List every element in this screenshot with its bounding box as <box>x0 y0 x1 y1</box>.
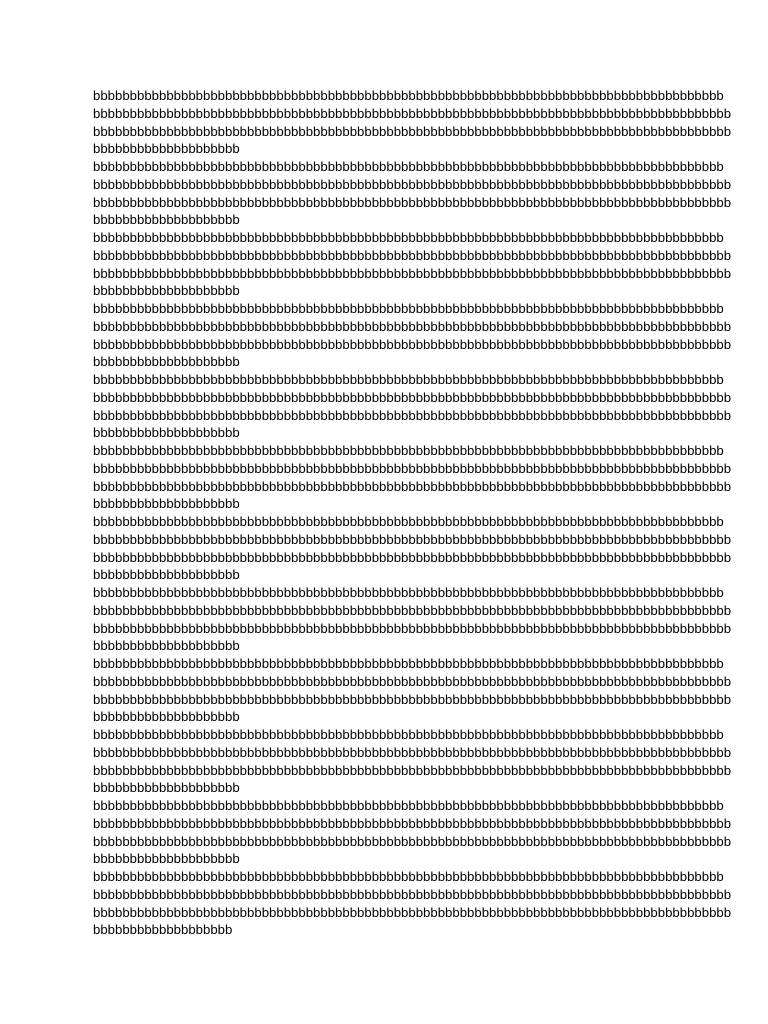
text-line: bbbbbbbbbbbbbbbbbbbbbbbbbbbbbbbbbbbbbbbbbbbbbbbbbbbbbbbbbbbbbbbbbbbbbbbbbbbbbbbbbbbbbbb <box>93 904 732 920</box>
text-line: bbbbbbbbbbbbbbbbbbbbbbbbbbbbbbbbbbbbbbbbbbbbbbbbbbbbbbbbbbbbbbbbbbbbbbbbbbbbbbbbbbbbbbb <box>93 549 732 565</box>
text-line: bbbbbbbbbbbbbbbbbbbbbbbbbbbbbbbbbbbbbbbbbbbbbbbbbbbbbbbbbbbbbbbbbbbbbbbbbbbbbbbbbbbbbbb <box>93 673 732 689</box>
text-line: bbbbbbbbbbbbbbbbbbbbbbbbbbbbbbbbbbbbbbbbbbbbbbbbbbbbbbbbbbbbbbbbbbbbbbbbbbbbbbbbbbbbbbb <box>93 265 732 281</box>
text-line: bbbbbbbbbbbbbbbbbbbb <box>93 496 240 512</box>
text-line: bbbbbbbbbbbbbbbbbbbb <box>93 851 240 867</box>
text-line: bbbbbbbbbbbbbbbbbbbbbbbbbbbbbbbbbbbbbbbbbbbbbbbbbbbbbbbbbbbbbbbbbbbbbbbbbbbbbbbbbbbbbbb <box>93 691 732 707</box>
document-page <box>93 87 732 939</box>
text-line: bbbbbbbbbbbbbbbbbbbbbbbbbbbbbbbbbbbbbbbbbbbbbbbbbbbbbbbbbbbbbbbbbbbbbbbbbbbbbbbbbbbbbbb <box>93 407 732 423</box>
text-line: bbbbbbbbbbbbbbbbbbbbbbbbbbbbbbbbbbbbbbbbbbbbbbbbbbbbbbbbbbbbbbbbbbbbbbbbbbbbbbbbbbbbbbb <box>93 815 732 831</box>
paragraph <box>93 513 732 584</box>
text-line: bbbbbbbbbbbbbbbbbbbbbbbbbbbbbbbbbbbbbbbbbbbbbbbbbbbbbbbbbbbbbbbbbbbbbbbbbbbbbbbbbbbbbb <box>93 727 724 742</box>
document-body <box>93 87 732 939</box>
text-line: bbbbbbbbbbbbbbbbbbbbbbbbbbbbbbbbbbbbbbbbbbbbbbbbbbbbbbbbbbbbbbbbbbbbbbbbbbbbbbbbbbbbbbb <box>93 318 732 334</box>
text-line: bbbbbbbbbbbbbbbbbbbbbbbbbbbbbbbbbbbbbbbbbbbbbbbbbbbbbbbbbbbbbbbbbbbbbbbbbbbbbbbbbbbbbb <box>93 159 724 174</box>
text-line: bbbbbbbbbbbbbbbbbbbbbbbbbbbbbbbbbbbbbbbbbbbbbbbbbbbbbbbbbbbbbbbbbbbbbbbbbbbbbbbbbbbbbbb <box>93 762 732 778</box>
text-line: bbbbbbbbbbbbbbbbbbbbbbbbbbbbbbbbbbbbbbbbbbbbbbbbbbbbbbbbbbbbbbbbbbbbbbbbbbbbbbbbbbbbbbb <box>93 194 732 210</box>
text-line: bbbbbbbbbbbbbbbbbbbbbbbbbbbbbbbbbbbbbbbbbbbbbbbbbbbbbbbbbbbbbbbbbbbbbbbbbbbbbbbbbbbbbbb <box>93 833 732 849</box>
text-line: bbbbbbbbbbbbbbbbbbbbbbbbbbbbbbbbbbbbbbbbbbbbbbbbbbbbbbbbbbbbbbbbbbbbbbbbbbbbbbbbbbbbbbb <box>93 389 732 405</box>
paragraph <box>93 229 732 300</box>
text-line: bbbbbbbbbbbbbbbbbbbb <box>93 425 240 441</box>
text-line: bbbbbbbbbbbbbbbbbbbbbbbbbbbbbbbbbbbbbbbbbbbbbbbbbbbbbbbbbbbbbbbbbbbbbbbbbbbbbbbbbbbbbbb <box>93 478 732 494</box>
text-line: bbbbbbbbbbbbbbbbbbbbbbbbbbbbbbbbbbbbbbbbbbbbbbbbbbbbbbbbbbbbbbbbbbbbbbbbbbbbbbbbbbbbbbb <box>93 176 732 192</box>
text-line: bbbbbbbbbbbbbbbbbbbbbbbbbbbbbbbbbbbbbbbbbbbbbbbbbbbbbbbbbbbbbbbbbbbbbbbbbbbbbbbbbbbbbbb <box>93 744 732 760</box>
text-line: bbbbbbbbbbbbbbbbbbbbbbbbbbbbbbbbbbbbbbbbbbbbbbbbbbbbbbbbbbbbbbbbbbbbbbbbbbbbbbbbbbbbbbb <box>93 460 732 476</box>
text-line: bbbbbbbbbbbbbbbbbbb <box>93 922 233 938</box>
text-line: bbbbbbbbbbbbbbbbbbbb <box>93 212 240 228</box>
paragraph <box>93 442 732 513</box>
text-line: bbbbbbbbbbbbbbbbbbbbbbbbbbbbbbbbbbbbbbbbbbbbbbbbbbbbbbbbbbbbbbbbbbbbbbbbbbbbbbbbbbbbbb <box>93 88 724 103</box>
text-line: bbbbbbbbbbbbbbbbbbbb <box>93 709 240 725</box>
text-line: bbbbbbbbbbbbbbbbbbbbbbbbbbbbbbbbbbbbbbbbbbbbbbbbbbbbbbbbbbbbbbbbbbbbbbbbbbbbbbbbbbbbbbb <box>93 247 732 263</box>
text-line: bbbbbbbbbbbbbbbbbbbb <box>93 638 240 654</box>
text-line: bbbbbbbbbbbbbbbbbbbbbbbbbbbbbbbbbbbbbbbbbbbbbbbbbbbbbbbbbbbbbbbbbbbbbbbbbbbbbbbbbbbbbbb <box>93 886 732 902</box>
paragraph <box>93 371 732 442</box>
text-line: bbbbbbbbbbbbbbbbbbbbbbbbbbbbbbbbbbbbbbbbbbbbbbbbbbbbbbbbbbbbbbbbbbbbbbbbbbbbbbbbbbbbbb <box>93 372 724 387</box>
text-line: bbbbbbbbbbbbbbbbbbbb <box>93 283 240 299</box>
paragraph <box>93 797 732 868</box>
paragraph <box>93 655 732 726</box>
text-line: bbbbbbbbbbbbbbbbbbbbbbbbbbbbbbbbbbbbbbbbbbbbbbbbbbbbbbbbbbbbbbbbbbbbbbbbbbbbbbbbbbbbbb <box>93 798 724 813</box>
text-line: bbbbbbbbbbbbbbbbbbbbbbbbbbbbbbbbbbbbbbbbbbbbbbbbbbbbbbbbbbbbbbbbbbbbbbbbbbbbbbbbbbbbbbb <box>93 620 732 636</box>
paragraph <box>93 158 732 229</box>
paragraph <box>93 584 732 655</box>
text-line: bbbbbbbbbbbbbbbbbbbbbbbbbbbbbbbbbbbbbbbbbbbbbbbbbbbbbbbbbbbbbbbbbbbbbbbbbbbbbbbbbbbbbb <box>93 301 724 316</box>
paragraph <box>93 300 732 371</box>
text-line: bbbbbbbbbbbbbbbbbbbb <box>93 780 240 796</box>
text-line: bbbbbbbbbbbbbbbbbbbbbbbbbbbbbbbbbbbbbbbbbbbbbbbbbbbbbbbbbbbbbbbbbbbbbbbbbbbbbbbbbbbbbb <box>93 869 724 884</box>
text-line: bbbbbbbbbbbbbbbbbbbb <box>93 354 240 370</box>
text-line: bbbbbbbbbbbbbbbbbbbbbbbbbbbbbbbbbbbbbbbbbbbbbbbbbbbbbbbbbbbbbbbbbbbbbbbbbbbbbbbbbbbbbbb <box>93 531 732 547</box>
text-line: bbbbbbbbbbbbbbbbbbbbbbbbbbbbbbbbbbbbbbbbbbbbbbbbbbbbbbbbbbbbbbbbbbbbbbbbbbbbbbbbbbbbbbb <box>93 123 732 139</box>
text-line: bbbbbbbbbbbbbbbbbbbbbbbbbbbbbbbbbbbbbbbbbbbbbbbbbbbbbbbbbbbbbbbbbbbbbbbbbbbbbbbbbbbbbbb <box>93 602 732 618</box>
text-line: bbbbbbbbbbbbbbbbbbbbbbbbbbbbbbbbbbbbbbbbbbbbbbbbbbbbbbbbbbbbbbbbbbbbbbbbbbbbbbbbbbbbbb <box>93 443 724 458</box>
text-line: bbbbbbbbbbbbbbbbbbbbbbbbbbbbbbbbbbbbbbbbbbbbbbbbbbbbbbbbbbbbbbbbbbbbbbbbbbbbbbbbbbbbbb <box>93 514 724 529</box>
text-line: bbbbbbbbbbbbbbbbbbbbbbbbbbbbbbbbbbbbbbbbbbbbbbbbbbbbbbbbbbbbbbbbbbbbbbbbbbbbbbbbbbbbbbb <box>93 336 732 352</box>
text-line: bbbbbbbbbbbbbbbbbbbb <box>93 567 240 583</box>
paragraph <box>93 87 732 158</box>
paragraph <box>93 726 732 797</box>
text-line: bbbbbbbbbbbbbbbbbbbbbbbbbbbbbbbbbbbbbbbbbbbbbbbbbbbbbbbbbbbbbbbbbbbbbbbbbbbbbbbbbbbbbbb <box>93 105 732 121</box>
text-line: bbbbbbbbbbbbbbbbbbbb <box>93 141 240 157</box>
text-line: bbbbbbbbbbbbbbbbbbbbbbbbbbbbbbbbbbbbbbbbbbbbbbbbbbbbbbbbbbbbbbbbbbbbbbbbbbbbbbbbbbbbbb <box>93 230 724 245</box>
text-line: bbbbbbbbbbbbbbbbbbbbbbbbbbbbbbbbbbbbbbbbbbbbbbbbbbbbbbbbbbbbbbbbbbbbbbbbbbbbbbbbbbbbbb <box>93 656 724 671</box>
text-line: bbbbbbbbbbbbbbbbbbbbbbbbbbbbbbbbbbbbbbbbbbbbbbbbbbbbbbbbbbbbbbbbbbbbbbbbbbbbbbbbbbbbbb <box>93 585 724 600</box>
paragraph <box>93 868 732 939</box>
